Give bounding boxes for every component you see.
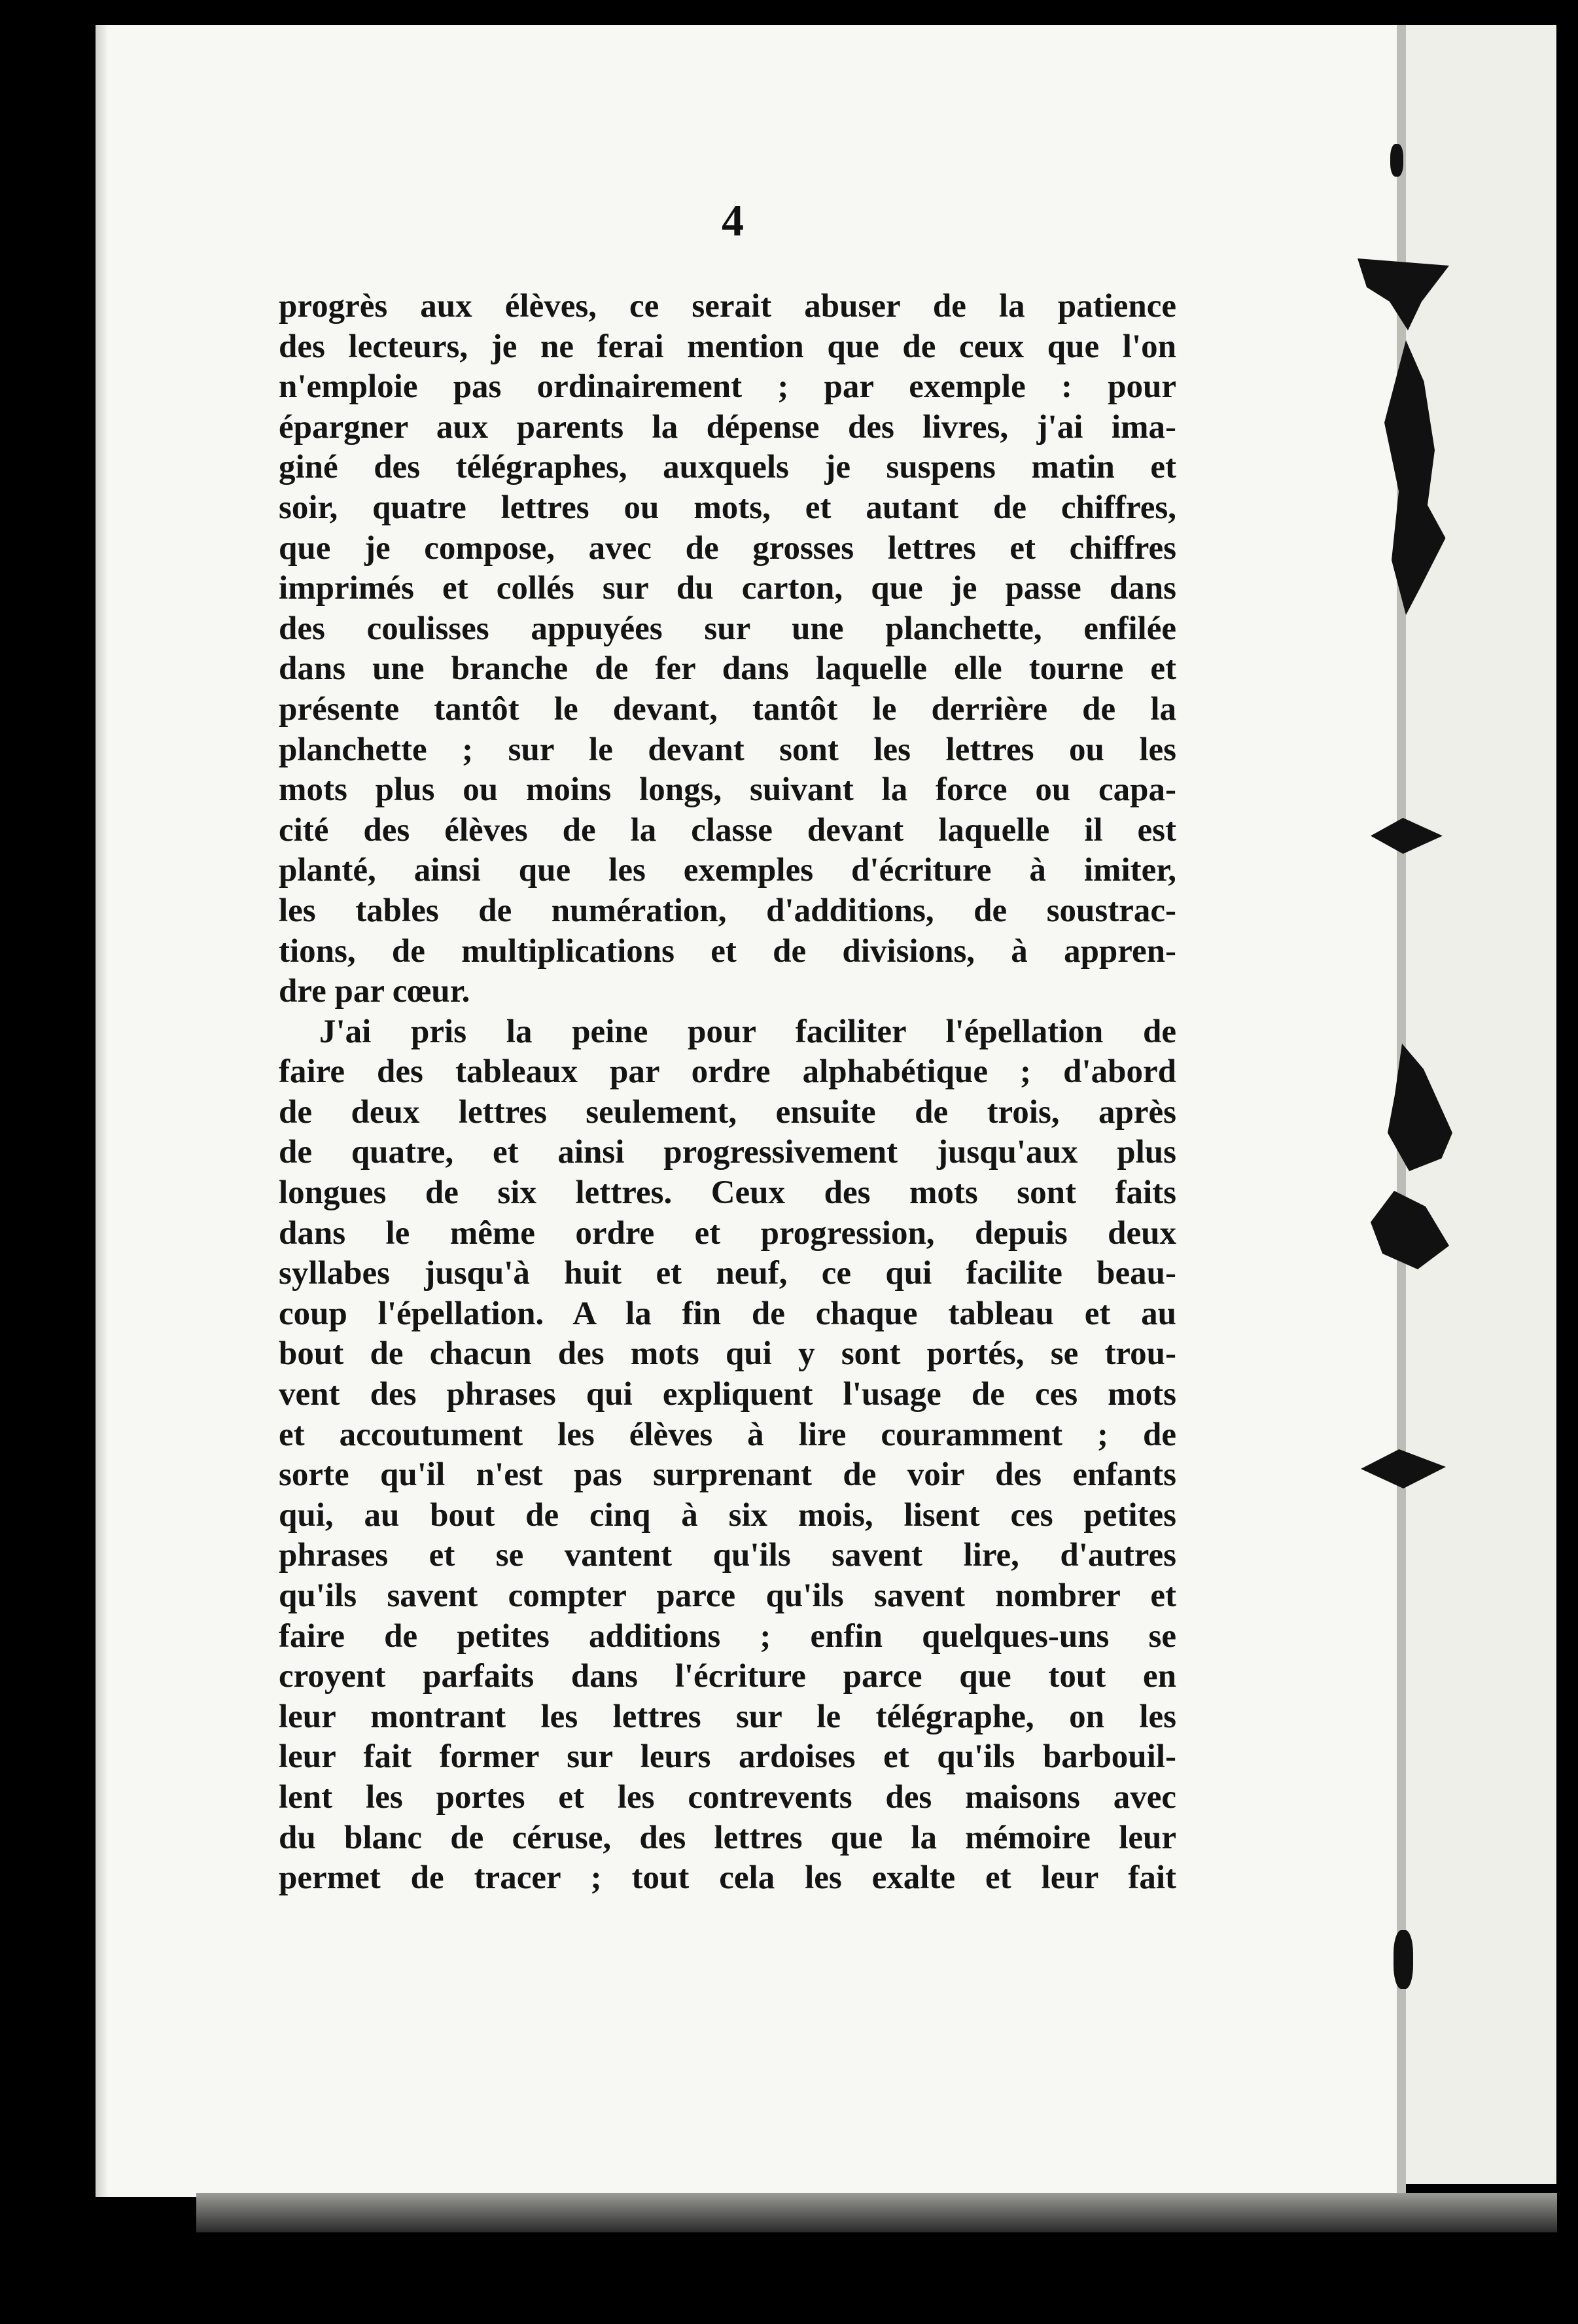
text-line: longues de six lettres. Ceux des mots sont faits [279, 1174, 1176, 1212]
text-line: bout de chacun des mots qui y sont portés, se trou- [279, 1335, 1176, 1373]
ink-blot [1390, 144, 1403, 177]
text-line: leur fait former sur leurs ardoises et qu'ils barbouil- [279, 1738, 1176, 1776]
text-line: permet de tracer ; tout cela les exalte et leur fait [279, 1859, 1176, 1897]
text-line: présente tantôt le devant, tantôt le derrière de la [279, 690, 1176, 728]
text-line: sorte qu'il n'est pas surprenant de voir des enfants [279, 1456, 1176, 1494]
text-line: et accoutument les élèves à lire couramment ; de [279, 1416, 1176, 1453]
text-line: phrases et se vantent qu'ils savent lire, d'autres [279, 1537, 1176, 1574]
text-line: coup l'épellation. A la fin de chaque tableau et au [279, 1295, 1176, 1332]
text-line: planté, ainsi que les exemples d'écriture à imiter, [279, 852, 1176, 889]
text-line: qui, au bout de cinq à six mois, lisent ces petites [279, 1496, 1176, 1534]
body-text [279, 287, 1176, 1899]
text-line: dre par cœur. [279, 973, 470, 1010]
text-line: des lecteurs, je ne ferai mention que de ceux que l'on [279, 328, 1176, 365]
text-line: que je compose, avec de grosses lettres et chiffres [279, 529, 1176, 567]
text-line: de deux lettres seulement, ensuite de trois, après [279, 1093, 1176, 1131]
text-line: les tables de numération, d'additions, de soustrac- [279, 892, 1176, 929]
text-line: planchette ; sur le devant sont les lettres ou les [279, 731, 1176, 768]
text-line: cité des élèves de la classe devant laquelle il est [279, 811, 1176, 849]
page-number: 4 [722, 196, 744, 245]
text-line: épargner aux parents la dépense des livres, j'ai ima- [279, 408, 1176, 446]
page-shadow-left [96, 25, 109, 2197]
text-line: lent les portes et les contrevents des maisons avec [279, 1778, 1176, 1816]
text-line: du blanc de céruse, des lettres que la mémoire leur [279, 1819, 1176, 1856]
text-line: leur montrant les lettres sur le télégraphe, on les [279, 1698, 1176, 1735]
text-line: syllabes jusqu'à huit et neuf, ce qui facilite beau- [279, 1255, 1176, 1292]
text-line: tions, de multiplications et de divisions, à appren- [279, 932, 1176, 970]
text-line: progrès aux élèves, ce serait abuser de la patience [279, 288, 1176, 325]
text-line: croyent parfaits dans l'écriture parce que tout en [279, 1658, 1176, 1695]
ink-blot [1394, 1930, 1413, 1989]
text-line: mots plus ou moins longs, suivant la force ou capa- [279, 771, 1176, 809]
text-line: J'ai pris la peine pour faciliter l'épellation de [319, 1013, 1176, 1050]
text-line: vent des phrases qui expliquent l'usage de ces mots [279, 1376, 1176, 1413]
text-line: de quatre, et ainsi progressivement jusqu'aux plus [279, 1134, 1176, 1171]
text-line: dans une branche de fer dans laquelle elle tourne et [279, 650, 1176, 688]
text-line: imprimés et collés sur du carton, que je passe dans [279, 570, 1176, 607]
page-bottom-edge [196, 2193, 1557, 2232]
text-line: soir, quatre lettres ou mots, et autant de chiffres, [279, 489, 1176, 526]
text-line: qu'ils savent compter parce qu'ils savent nombrer et [279, 1577, 1176, 1614]
text-line: faire de petites additions ; enfin quelques-uns se [279, 1617, 1176, 1655]
text-line: faire des tableaux par ordre alphabétique ; d'abord [279, 1053, 1176, 1091]
text-line: dans le même ordre et progression, depuis deux [279, 1214, 1176, 1252]
text-line: giné des télégraphes, auxquels je suspens matin et [279, 449, 1176, 486]
text-line: n'emploie pas ordinairement ; par exemple : pour [279, 368, 1176, 406]
text-line: des coulisses appuyées sur une planchette, enfilée [279, 610, 1176, 647]
